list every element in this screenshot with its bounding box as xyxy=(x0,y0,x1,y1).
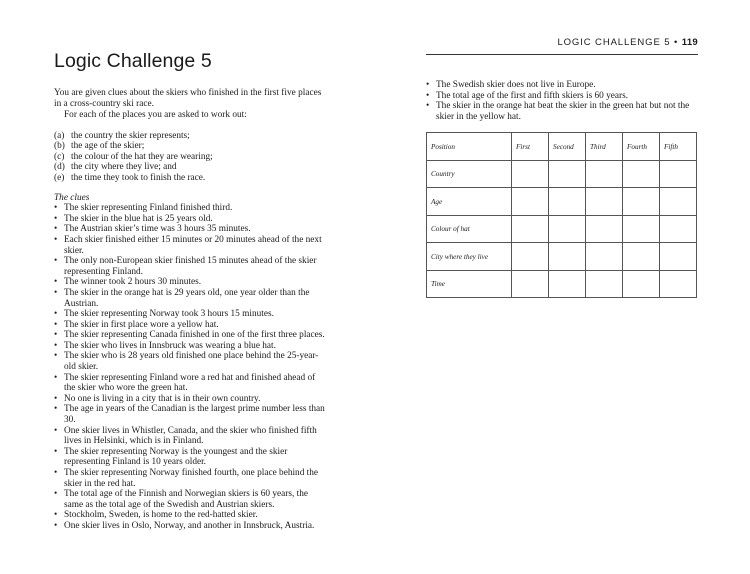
grid-row xyxy=(427,160,697,188)
clue-item: • One skier lives in Oslo, Norway, and another in Innsbruck, Austria. xyxy=(54,521,326,532)
task-letter: (e) xyxy=(54,172,65,183)
clue-item: • No one is living in a city that is in their own country. xyxy=(54,394,326,405)
task-letter: (c) xyxy=(54,151,65,162)
grid-cell[interactable] xyxy=(623,215,660,243)
grid-cell[interactable] xyxy=(512,215,549,243)
grid-row-label: Country xyxy=(427,160,512,188)
grid-cell[interactable] xyxy=(660,188,697,216)
grid-cell[interactable] xyxy=(512,243,549,271)
clue-item: • The skier representing Finland wore a red hat and finished ahead of the skier who wore the green hat. xyxy=(54,373,326,394)
page-number: 119 xyxy=(681,37,698,48)
grid-column-header: Second xyxy=(549,133,586,161)
solution-grid xyxy=(426,132,697,298)
task-text: the country the skier represents; xyxy=(71,130,190,141)
grid-cell[interactable] xyxy=(660,270,697,298)
grid-cell[interactable] xyxy=(512,270,549,298)
clues-heading: The clues xyxy=(54,192,90,203)
grid-cell[interactable] xyxy=(623,243,660,271)
grid-row xyxy=(427,243,697,271)
grid-row-label: Time xyxy=(427,270,512,298)
clue-item: • The skier in first place wore a yellow hat. xyxy=(54,320,326,331)
clue-item: • The Swedish skier does not live in Europe. xyxy=(426,80,698,91)
task-item xyxy=(54,131,326,142)
grid-row xyxy=(427,270,697,298)
right-page xyxy=(426,80,698,298)
clue-item: • The skier in the orange hat beat the skier in the green hat but not the skier in the yellow hat. xyxy=(426,101,698,122)
task-text: the colour of the hat they are wearing; xyxy=(71,151,213,162)
page-title: Logic Challenge 5 xyxy=(54,50,212,72)
grid-cell[interactable] xyxy=(586,215,623,243)
grid-cell[interactable] xyxy=(586,270,623,298)
grid-column-header: Fourth xyxy=(623,133,660,161)
clue-item: • One skier lives in Whistler, Canada, and the skier who finished fifth lives in Helsinki, which is in Finland. xyxy=(54,426,326,447)
clue-list-right xyxy=(426,80,698,122)
grid-cell[interactable] xyxy=(549,270,586,298)
grid-cell[interactable] xyxy=(660,243,697,271)
clue-item: • The skier representing Finland finished third. xyxy=(54,203,326,214)
grid-cell[interactable] xyxy=(660,160,697,188)
clue-item: • The skier who is 28 years old finished one place behind the 25-year-old skier. xyxy=(54,351,326,372)
clue-item: • The skier in the orange hat is 29 years old, one year older than the Austrian. xyxy=(54,288,326,309)
grid-header-row xyxy=(427,133,697,161)
clue-item: • Stockholm, Sweden, is home to the red-hatted skier. xyxy=(54,510,326,521)
clue-item: • The only non-European skier finished 15 minutes ahead of the skier representing Finland. xyxy=(54,256,326,277)
grid-cell[interactable] xyxy=(586,160,623,188)
grid-cell[interactable] xyxy=(586,188,623,216)
grid-row-label: Age xyxy=(427,188,512,216)
clue-item: • The skier in the blue hat is 25 years old. xyxy=(54,214,326,225)
grid-row xyxy=(427,215,697,243)
grid-cell[interactable] xyxy=(623,160,660,188)
clue-item: • Each skier finished either 15 minutes or 20 minutes ahead of the next skier. xyxy=(54,235,326,256)
clue-item: • The age in years of the Canadian is the largest prime number less than 30. xyxy=(54,404,326,425)
grid-cell[interactable] xyxy=(549,160,586,188)
grid-cell[interactable] xyxy=(623,188,660,216)
clue-item: • The skier representing Norway finished fourth, one place behind the skier in the red hat. xyxy=(54,468,326,489)
header-separator: • xyxy=(673,37,679,48)
clue-item: • The Austrian skier’s time was 3 hours 35 minutes. xyxy=(54,224,326,235)
grid-cell[interactable] xyxy=(623,270,660,298)
intro-paragraph: You are given clues about the skiers who finished in the first five places in a cross-country ski race. xyxy=(54,88,322,110)
task-item xyxy=(54,141,326,152)
grid-cell[interactable] xyxy=(586,243,623,271)
header-rule xyxy=(426,54,698,55)
grid-row xyxy=(427,188,697,216)
task-text: the time they took to finish the race. xyxy=(71,172,206,183)
task-letter: (b) xyxy=(54,141,65,152)
grid-column-header: Third xyxy=(586,133,623,161)
clue-item: • The skier representing Canada finished in one of the first three places. xyxy=(54,330,326,341)
intro-instruction: For each of the places you are asked to work out: xyxy=(64,110,247,121)
clue-item: • The skier representing Norway is the youngest and the skier representing Finland is 10 years older. xyxy=(54,447,326,468)
clue-item: • The winner took 2 hours 30 minutes. xyxy=(54,277,326,288)
clue-item: • The total age of the first and fifth skiers is 60 years. xyxy=(426,91,698,102)
task-text: the age of the skier; xyxy=(71,141,145,152)
grid-row-label: Colour of hat xyxy=(427,215,512,243)
grid-cell[interactable] xyxy=(512,188,549,216)
grid-column-header: Position xyxy=(427,133,512,161)
task-item xyxy=(54,173,326,184)
task-item xyxy=(54,152,326,163)
grid-column-header: Fifth xyxy=(660,133,697,161)
task-text: the city where they live; and xyxy=(71,162,177,173)
task-letter: (a) xyxy=(54,130,65,141)
running-header xyxy=(557,37,698,48)
task-list xyxy=(54,131,326,184)
clue-item: • The skier representing Norway took 3 hours 15 minutes. xyxy=(54,309,326,320)
clue-list-left xyxy=(54,203,326,531)
grid-row-label: City where they live xyxy=(427,243,512,271)
grid-cell[interactable] xyxy=(549,188,586,216)
grid-cell[interactable] xyxy=(512,160,549,188)
grid-cell[interactable] xyxy=(660,215,697,243)
clue-item: • The skier who lives in Innsbruck was wearing a blue hat. xyxy=(54,341,326,352)
grid-cell[interactable] xyxy=(549,243,586,271)
header-title: LOGIC CHALLENGE 5 xyxy=(557,37,671,48)
task-item xyxy=(54,162,326,173)
grid-column-header: First xyxy=(512,133,549,161)
clue-item: • The total age of the Finnish and Norwegian skiers is 60 years, the same as the total age of the Swedish and Austrian skiers. xyxy=(54,489,326,510)
left-page xyxy=(54,50,326,532)
grid-cell[interactable] xyxy=(549,215,586,243)
task-letter: (d) xyxy=(54,162,65,173)
